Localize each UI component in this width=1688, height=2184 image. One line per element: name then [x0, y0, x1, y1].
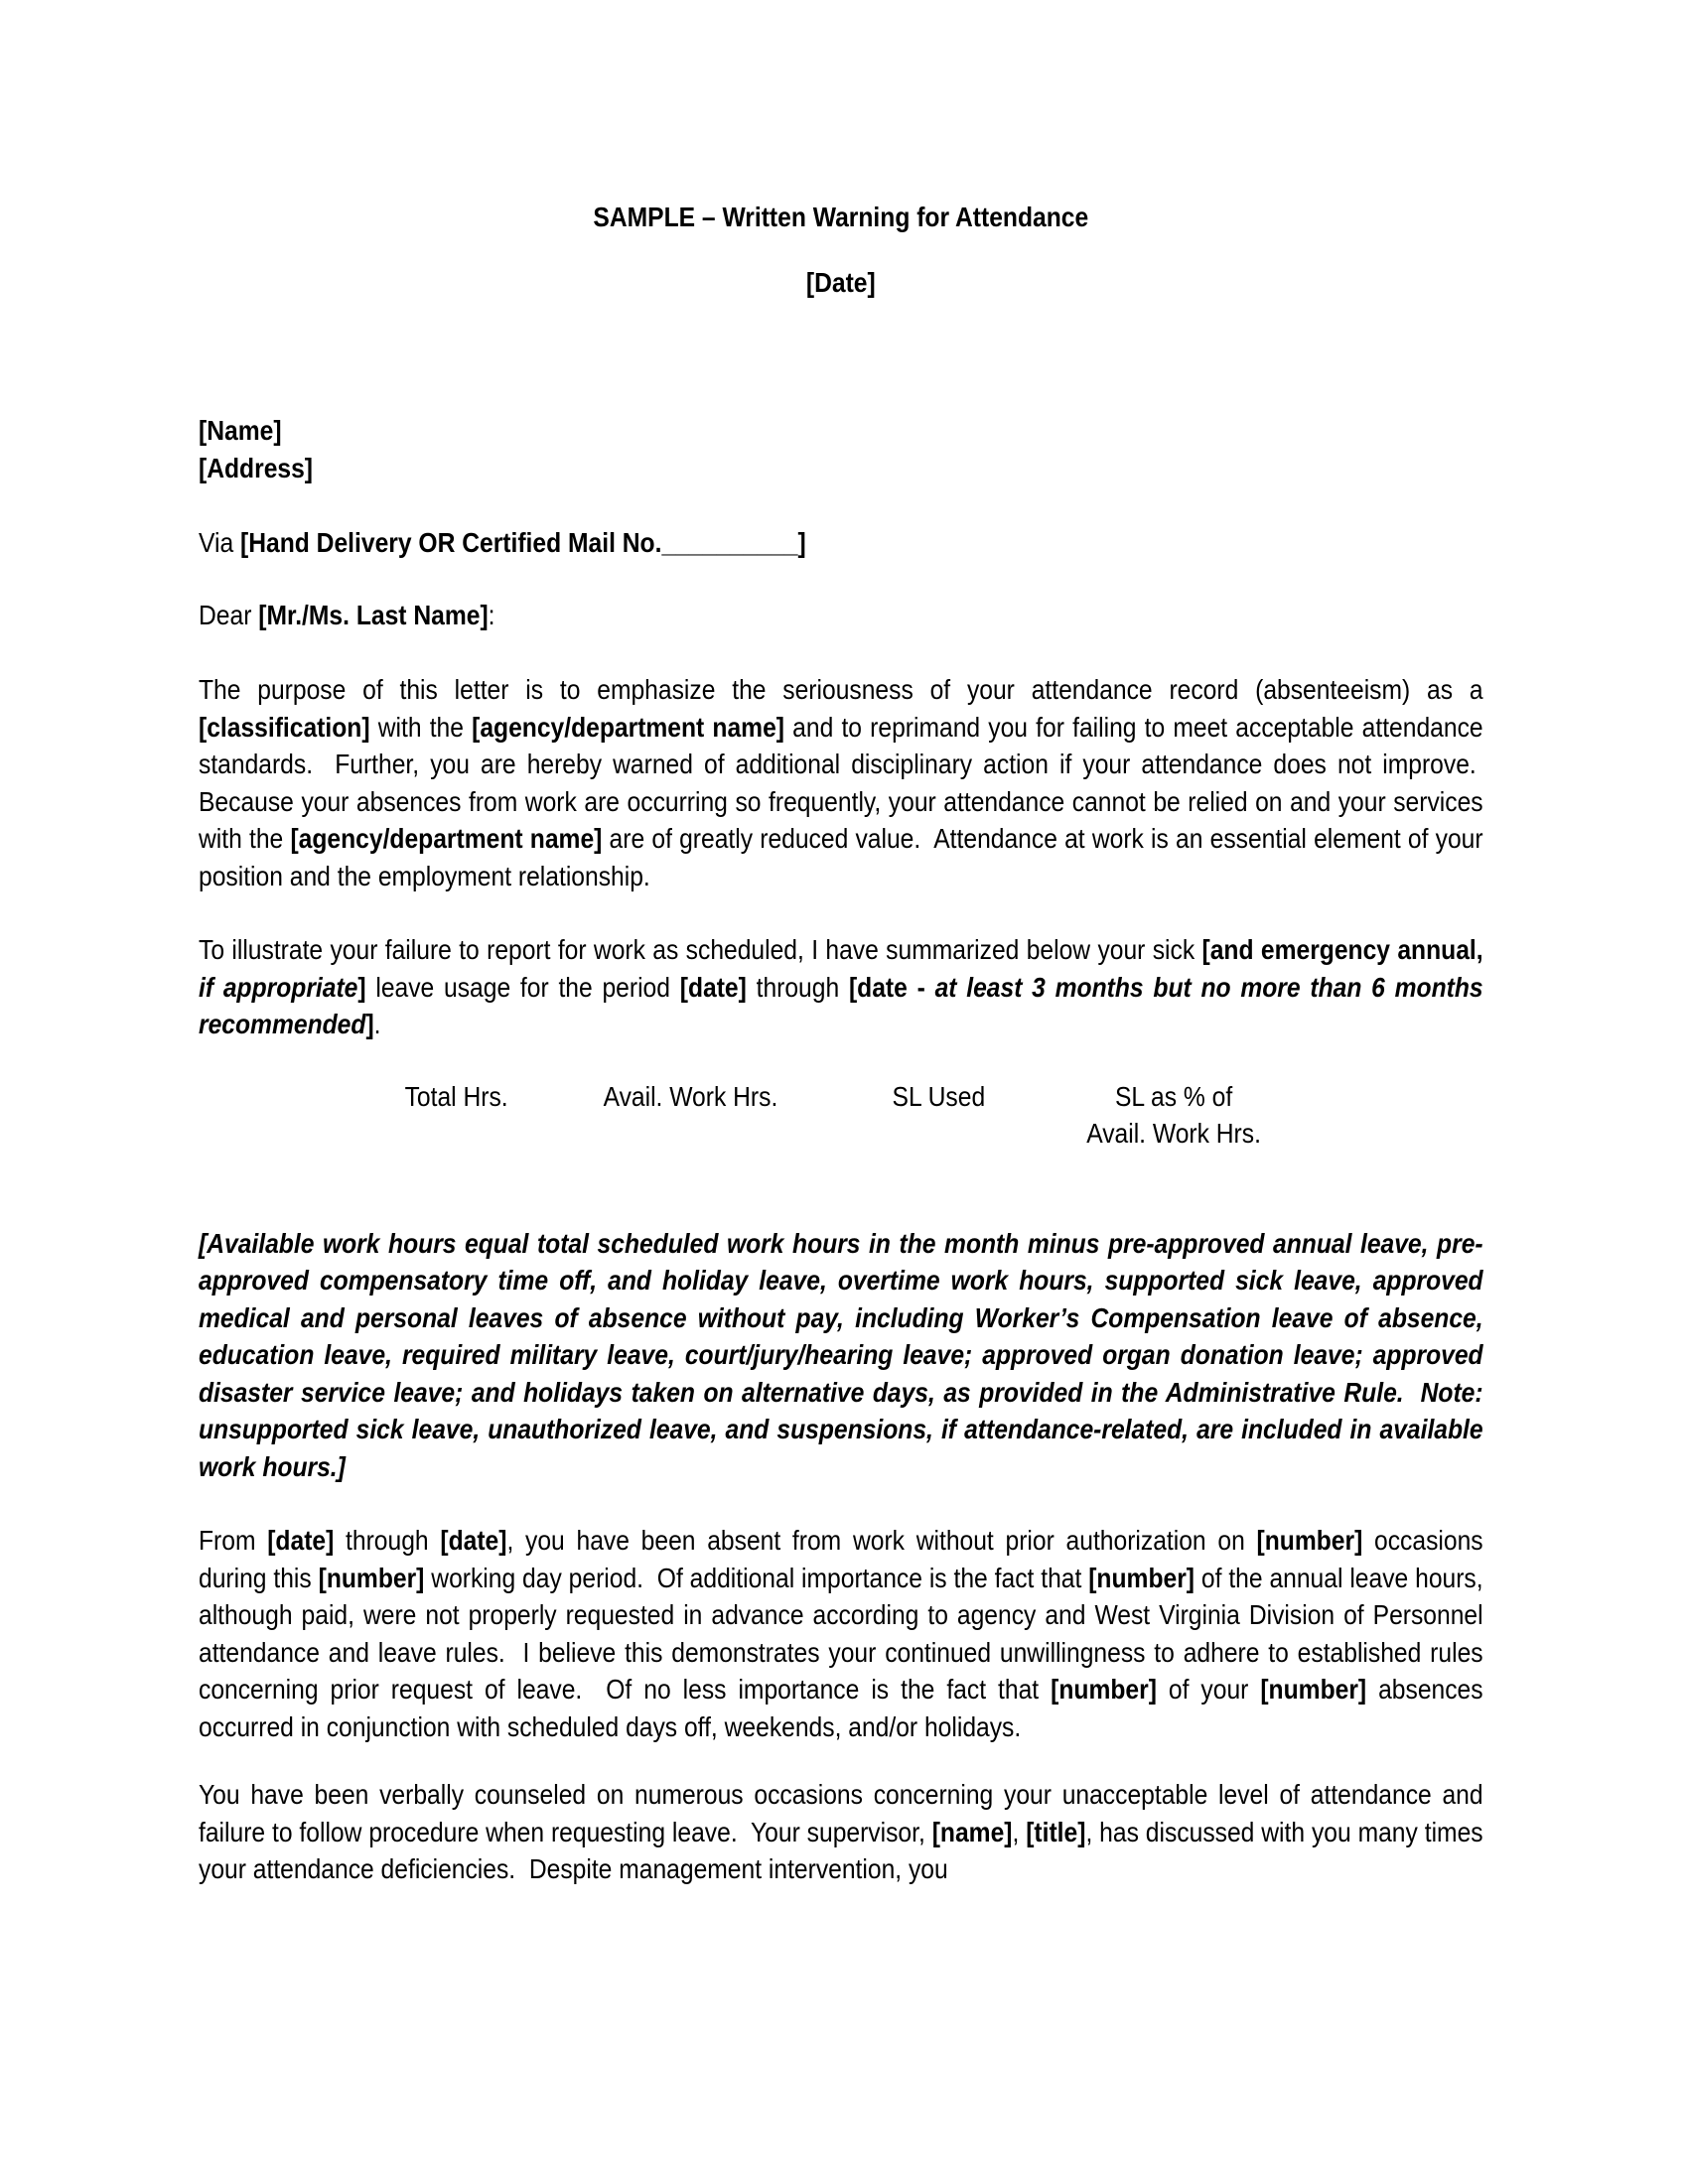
column-header-avail-work-hrs: Avail. Work Hrs. [603, 1080, 778, 1112]
column-header-sl-percent-line2: Avail. Work Hrs. [1086, 1118, 1261, 1149]
text-run: The purpose of this letter is to emphasize the seriousness of your attendance record (absenteeism) as a [199, 674, 1483, 705]
text-run: ] [357, 971, 366, 1003]
text-run: [title] [1026, 1816, 1086, 1847]
text-run: and to reprimand you for failing to meet acceptable attendance standards. Further, you are hereby warned of additional disciplinary action if your attendance does not improve. Because your absences from work are occurring so frequently, your attendance cannot be relied on and your services with the [199, 711, 1483, 854]
paragraph-purpose [199, 671, 1483, 894]
text-run: [number] [1260, 1674, 1367, 1705]
delivery-method-line [199, 524, 1483, 562]
salutation [199, 597, 1483, 634]
text-run: [Mr./Ms. Last Name] [258, 599, 489, 630]
text-run: . [373, 1009, 381, 1039]
column-header-sl-used: SL Used [892, 1080, 986, 1112]
text-run: [name] [931, 1816, 1013, 1847]
text-run: : [488, 599, 495, 630]
text-run: You have been verbally counseled on numerous occasions concerning your unacceptable level of attendance and failure to follow procedure when requesting leave. Your supervisor, [199, 1779, 1483, 1847]
recipient-address: [Address] [199, 452, 314, 483]
text-run: [number] [1256, 1525, 1363, 1556]
text-run: , has discussed with you many times your attendance deficiencies. Despite management intervention, you [199, 1816, 1483, 1884]
text-run: occasions during this [199, 1525, 1483, 1593]
text-run: of your [1156, 1674, 1261, 1705]
text-run: [number] [318, 1562, 425, 1593]
text-run: [agency/department name] [472, 711, 785, 743]
column-header-total-hrs: Total Hrs. [404, 1080, 508, 1112]
paragraph-available-hours-note [199, 1225, 1483, 1486]
text-run: [Available work hours equal total scheduled work hours in the month minus pre-approved annual leave, pre-approved compensatory time off, and holiday leave, overtime work hours, supported sick leave, approved medical and personal leaves of absence without pay, including Worker’s Compensation leave of absence, education leave, required military leave, court/jury/hearing leave; approved organ donation leave; approved disaster service leave; and holidays taken on alternative days, as provided in the Administrative Rule. Note: unsupported sick leave, unauthorized leave, and suspensions, if attendance-related, are included in available work hours.] [199, 1227, 1483, 1482]
text-run: From [199, 1525, 268, 1556]
document-title: SAMPLE – Written Warning for Attendance [593, 202, 1089, 232]
text-run: working day period. Of additional importance is the fact that [424, 1562, 1089, 1593]
text-run: [and emergency annual, [1201, 934, 1483, 965]
text-run: [date] [440, 1525, 507, 1556]
text-run: [date] [679, 971, 747, 1003]
letter-body [199, 199, 1483, 1888]
text-run: [date - [848, 971, 935, 1003]
text-run: To illustrate your failure to report for work as scheduled, I have summarized below your sick [199, 934, 1202, 965]
date-placeholder: [Date] [805, 266, 876, 298]
text-run: , you have been absent from work without prior authorization on [506, 1525, 1257, 1556]
text-run: [date] [267, 1525, 335, 1556]
paragraph-counseled [199, 1776, 1483, 1888]
leave-summary-table-header [199, 1078, 1483, 1153]
text-run: of the annual leave hours, although paid, were not properly requested in advance according to agency and West Virginia Division of Personnel attendance and leave rules. I believe this demonstrates your continued unwillingness to adhere to established rules concerning prior request of leave. Of no less importance is the fact that [199, 1562, 1483, 1705]
text-run: if appropriate [199, 971, 358, 1003]
paragraph-absences [199, 1522, 1483, 1745]
paragraph-leave-summary [199, 931, 1483, 1043]
text-run: [number] [1051, 1674, 1157, 1705]
text-run: at least 3 months but no more than 6 months recommended [199, 971, 1483, 1039]
text-run: leave usage for the period [365, 971, 680, 1003]
text-run: through [746, 971, 849, 1003]
text-run: ] [365, 1009, 374, 1039]
text-run: , [1012, 1816, 1027, 1847]
column-header-sl-percent [1086, 1078, 1261, 1153]
recipient-name: [Name] [199, 415, 282, 446]
text-run: Via [199, 527, 241, 558]
text-run: [number] [1088, 1562, 1195, 1593]
text-run: are of greatly reduced value. Attendance at work is an essential element of your position and the employment relationship. [199, 823, 1483, 891]
text-run: absences occurred in conjunction with scheduled days off, weekends, and/or holidays. [199, 1674, 1483, 1742]
text-run: through [334, 1525, 441, 1556]
text-run: with the [369, 711, 473, 743]
text-run: [agency/department name] [290, 823, 603, 854]
text-run: Dear [199, 599, 259, 630]
text-run: [Hand Delivery OR Certified Mail No.__________] [240, 527, 806, 558]
column-header-sl-percent-line1: SL as % of [1114, 1080, 1233, 1112]
text-run: [classification] [199, 711, 370, 743]
